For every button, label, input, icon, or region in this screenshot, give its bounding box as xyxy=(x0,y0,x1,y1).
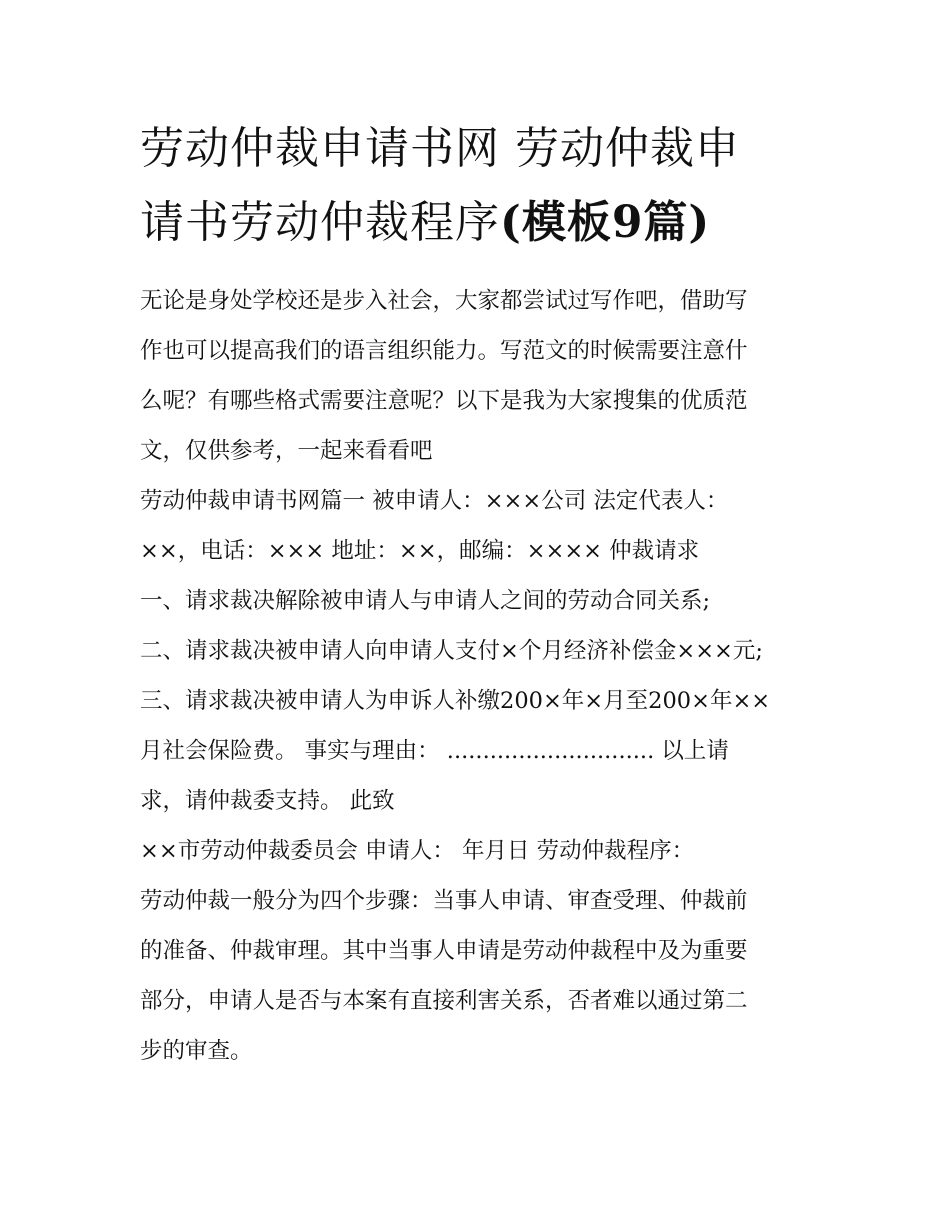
body-line: 求，请仲裁委支持。 此致 xyxy=(140,788,395,814)
body-line: 劳动仲裁申请书网篇一 被申请人：×××公司 法定代表人： xyxy=(140,488,729,514)
document-body xyxy=(140,276,820,1076)
document-page xyxy=(140,112,820,1076)
title-line-2 xyxy=(140,186,820,260)
body-line: 文，仅供参考，一起来看看吧 xyxy=(140,438,433,464)
title-line-2-text: 请书劳动仲裁程序 xyxy=(140,197,500,248)
document-title xyxy=(140,112,820,260)
body-line: 三、请求裁决被申请人为申诉人补缴200×年×月至200×年×× xyxy=(140,688,771,714)
body-line: 作也可以提高我们的语言组织能力。写范文的时候需要注意什 xyxy=(140,338,748,364)
title-line-1: 劳动仲裁申请书网 劳动仲裁申 xyxy=(140,123,740,174)
body-line: 无论是身处学校还是步入社会，大家都尝试过写作吧，借助写 xyxy=(140,288,748,314)
body-line: 月社会保险费。 事实与理由： ............................. 以上请 xyxy=(140,738,729,764)
body-line: 么呢？有哪些格式需要注意呢？以下是我为大家搜集的优质范 xyxy=(140,388,748,414)
body-line: 二、请求裁决被申请人向申请人支付×个月经济补偿金×××元; xyxy=(140,638,763,664)
body-line: 一、请求裁决解除被申请人与申请人之间的劳动合同关系; xyxy=(140,588,711,614)
title-line-2-suffix: (模板9篇) xyxy=(500,197,711,248)
body-line: 劳动仲裁一般分为四个步骤：当事人申请、审查受理、仲裁前 xyxy=(140,888,748,914)
body-line: ××，电话：××× 地址：××，邮编：×××× 仲裁请求 xyxy=(140,538,700,564)
body-line: 步的审查。 xyxy=(140,1038,253,1064)
body-line: ××市劳动仲裁委员会 申请人： 年月日 劳动仲裁程序： xyxy=(140,838,695,864)
body-line: 部分，申请人是否与本案有直接利害关系，否者难以通过第二 xyxy=(140,988,748,1014)
body-line: 的准备、仲裁审理。其中当事人申请是劳动仲裁程中及为重要 xyxy=(140,938,748,964)
